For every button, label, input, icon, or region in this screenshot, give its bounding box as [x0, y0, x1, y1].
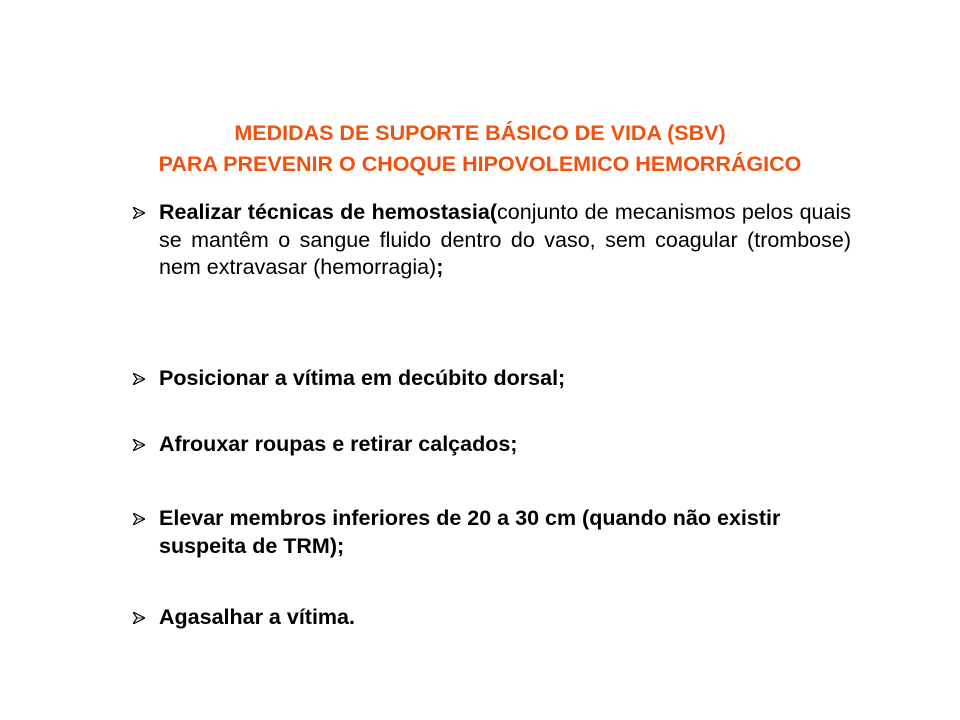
arrowhead-bullet-icon — [133, 513, 145, 525]
title-line-2: PARA PREVENIR O CHOQUE HIPOVOLEMICO HEMORRÁGICO — [158, 152, 802, 176]
bullet-end-text: ; — [436, 255, 444, 280]
bullet-text: Agasalhar a vítima. — [159, 605, 355, 629]
bullet-text: Elevar membros inferiores de 20 a 30 cm (quando não existir suspeita de TRM); — [159, 506, 781, 558]
arrowhead-bullet-icon — [133, 373, 145, 385]
bullet-text: Posicionar a vítima em decúbito dorsal; — [159, 366, 566, 390]
arrowhead-bullet-icon — [133, 612, 145, 624]
bullet-text: Afrouxar roupas e retirar calçados; — [159, 432, 518, 456]
bullet-text — [159, 199, 851, 282]
arrowhead-bullet-icon — [133, 207, 145, 219]
bullet-bold-text: Realizar técnicas de hemostasia( — [159, 200, 498, 224]
arrowhead-bullet-icon — [133, 439, 145, 451]
title-line-1: MEDIDAS DE SUPORTE BÁSICO DE VIDA (SBV) — [234, 121, 726, 145]
bullet-normal-text: conjunto de mecanismos pelos quais se mantêm o sangue fluido dentro do vaso, sem coagular (trombose) nem extravasar (hemorragia) — [159, 200, 851, 280]
slide-title — [30, 118, 930, 180]
